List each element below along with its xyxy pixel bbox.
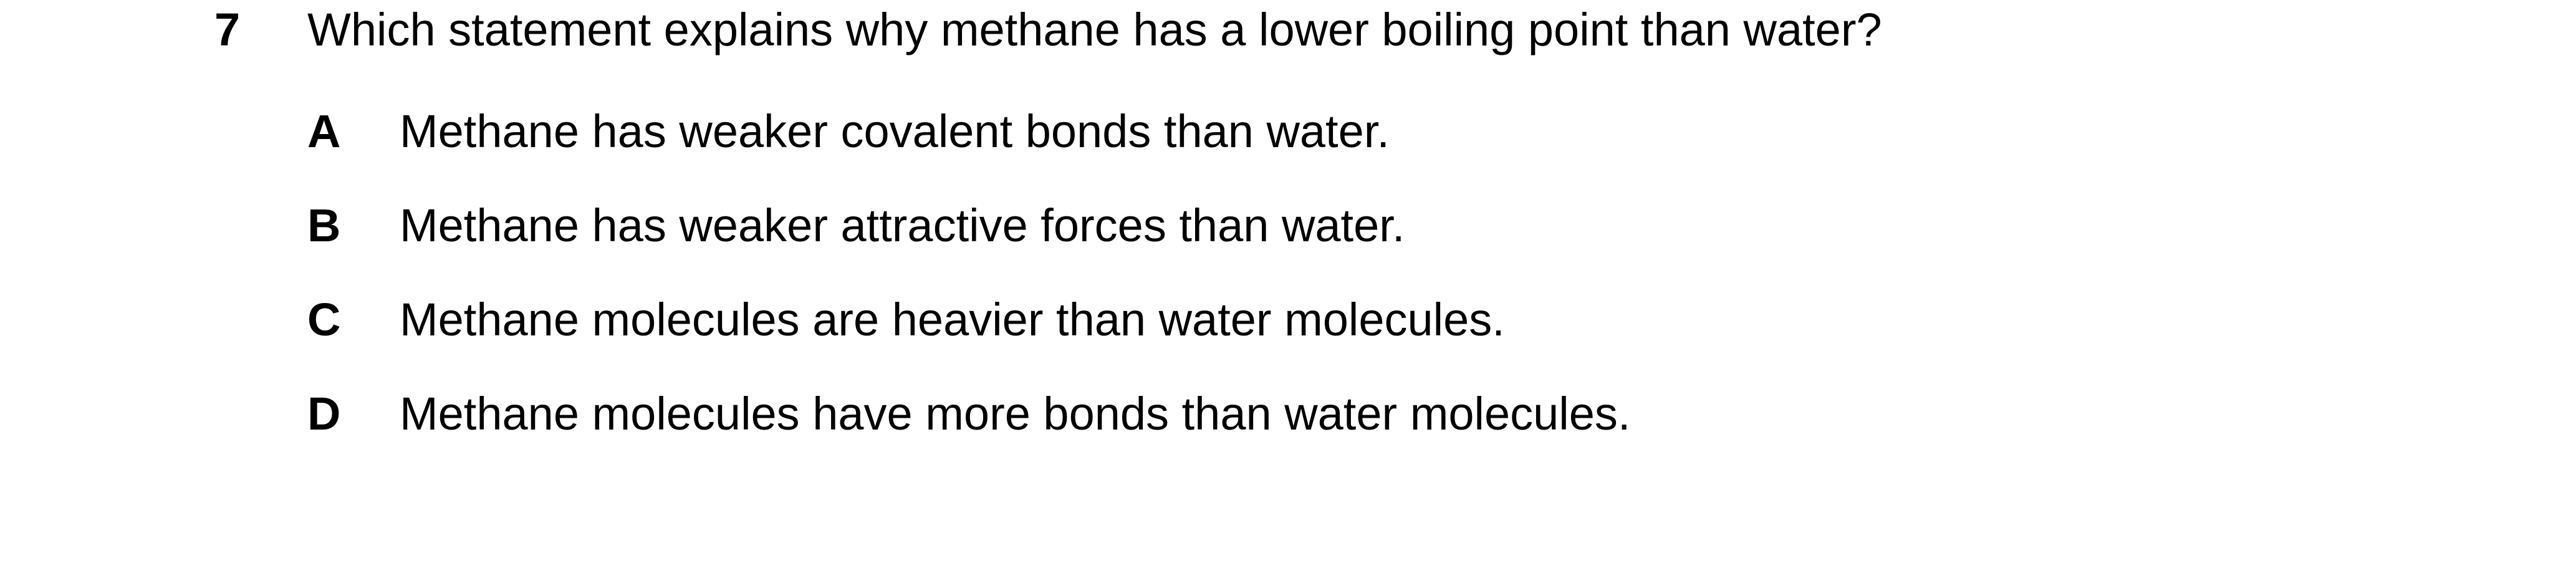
question-number: 7 [214, 4, 241, 55]
answer-option-b [307, 198, 2302, 254]
answer-option-c [307, 292, 2302, 348]
question-stem: Which statement explains why methane has a lower boiling point than water? [307, 4, 1882, 55]
option-text: Methane molecules are heavier than water molecules. [400, 294, 1505, 345]
option-text: Methane has weaker covalent bonds than water. [400, 105, 1390, 157]
option-letter: B [307, 200, 341, 251]
option-letter: C [307, 294, 341, 345]
option-letter: A [307, 105, 341, 157]
answer-option-d [307, 386, 2302, 442]
option-letter: D [307, 388, 341, 440]
answer-option-a [307, 103, 2302, 160]
option-text: Methane molecules have more bonds than water molecules. [400, 388, 1631, 440]
option-text: Methane has weaker attractive forces than water. [400, 200, 1405, 251]
